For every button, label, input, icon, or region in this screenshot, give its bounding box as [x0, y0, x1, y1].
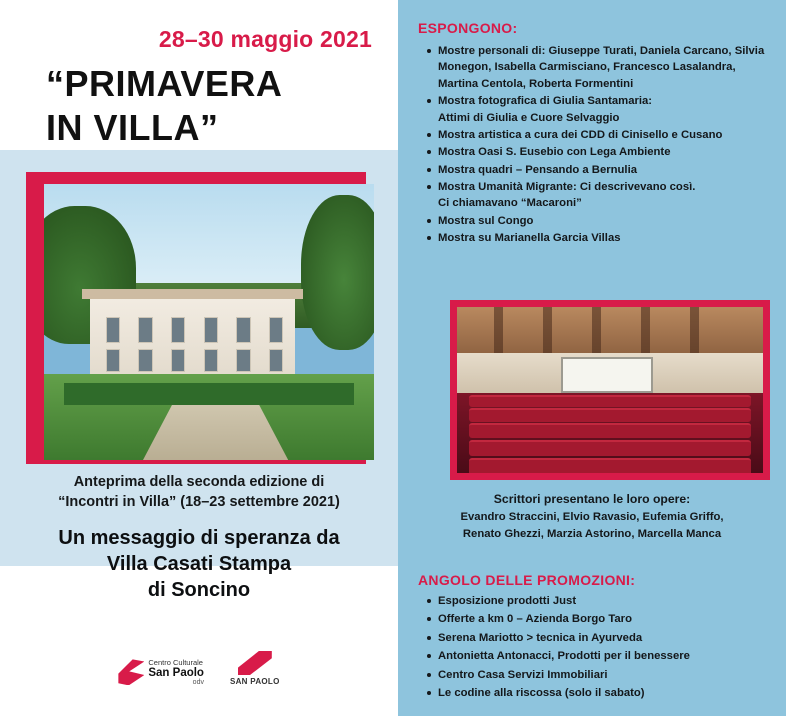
list-item-text: Mostre personali di: Giuseppe Turati, Daniela Carcano, Silvia Monegon, Isabella Carmisciano, Francesco Lasalandra, Martina Centola, Roberta Formentini	[438, 45, 765, 90]
list-item-text: Le codine alla riscossa (solo il sabato)	[438, 686, 645, 699]
message-line-1: Un messaggio di speranza da	[58, 526, 340, 549]
right-panel	[398, 0, 786, 716]
list-item-text: Mostra fotografica di Giulia Santamaria:	[438, 95, 653, 108]
exhibitors-list	[426, 43, 768, 247]
list-item-text: Mostra artistica a cura dei CDD di Cinisello e Cusano	[438, 128, 723, 141]
logo-ccsp-line-3: odv	[192, 678, 204, 686]
writers-title: Scrittori presentano le loro opere:	[493, 492, 691, 506]
writers-block	[416, 492, 768, 543]
photo-hedge	[64, 383, 354, 405]
list-item-continuation: Attimi di Giulia e Cuore Selvaggio	[438, 111, 620, 124]
promotions-block	[416, 566, 772, 703]
list-item	[426, 179, 768, 212]
logo-ccsp-line-1: Centro Culturale	[148, 657, 203, 667]
list-item-continuation: Ci chiamavano “Macaroni”	[438, 197, 582, 210]
logo-ccsp-line-2: San Paolo	[148, 666, 204, 679]
message-line-2: Villa Casati Stampa	[106, 552, 292, 575]
list-item-text: Mostra Umanità Migrante: Ci descrivevano così.	[438, 181, 696, 193]
subtitle-line-2: “Incontri in Villa” (18–23 settembre 2021)	[58, 494, 340, 511]
list-item	[426, 667, 772, 683]
list-item	[426, 43, 768, 92]
photo-villa-building	[90, 294, 295, 377]
title-line-1: “PRIMAVERA	[46, 63, 283, 104]
exhibitors-heading: ESPONGONO:	[418, 20, 518, 36]
list-item	[426, 213, 768, 229]
villa-photo	[44, 184, 374, 460]
villa-photo-frame	[26, 172, 366, 464]
list-item	[426, 611, 772, 627]
hall-ceiling	[457, 307, 763, 357]
promotions-list	[426, 593, 772, 701]
auditorium-photo	[457, 307, 763, 473]
logo-row	[0, 651, 398, 686]
photo-tree-right	[301, 195, 374, 350]
list-item	[426, 685, 772, 701]
list-item-text: Mostra quadri – Pensando a Bernulia	[438, 163, 637, 176]
event-date: 28–30 maggio 2021	[158, 26, 372, 52]
list-item	[426, 593, 772, 609]
list-item	[426, 648, 772, 664]
list-item-text: Serena Mariotto > tecnica in Ayurveda	[438, 631, 643, 644]
writers-names-line-1: Evandro Straccini, Elvio Ravasio, Eufemia Griffo,	[460, 511, 724, 523]
list-item	[426, 630, 772, 646]
list-item	[426, 93, 768, 126]
list-item-text: Offerte a km 0 – Azienda Borgo Taro	[438, 613, 632, 626]
logo-centro-culturale-san-paolo	[118, 659, 204, 686]
list-item	[426, 162, 768, 178]
page-title	[46, 62, 282, 150]
logo-san-paolo	[230, 651, 280, 686]
san-paolo-mark-icon	[238, 651, 272, 675]
list-item-text: Mostra Oasi S. Eusebio con Lega Ambiente	[438, 146, 671, 159]
subtitle-line-1: Anteprima della seconda edizione di	[73, 474, 325, 490]
list-item-text: Mostra sul Congo	[438, 214, 534, 227]
list-item-text: Esposizione prodotti Just	[438, 595, 577, 607]
promotions-heading: ANGOLO DELLE PROMOZIONI:	[418, 572, 636, 588]
title-line-2: IN VILLA”	[46, 106, 219, 148]
list-item-text: Mostra su Marianella Garcia Villas	[438, 232, 621, 245]
subtitle-block	[0, 472, 398, 604]
writers-names-line-2: Renato Ghezzi, Marzia Astorino, Marcella Manca	[462, 527, 722, 540]
list-item	[426, 127, 768, 143]
list-item	[426, 230, 768, 246]
swoosh-icon	[118, 659, 144, 685]
list-item	[426, 144, 768, 160]
list-item-text: Centro Casa Servizi Immobiliari	[438, 668, 608, 681]
right-content	[398, 0, 786, 716]
message-line-3: di Soncino	[147, 579, 251, 602]
list-item-text: Antonietta Antonacci, Prodotti per il benessere	[438, 650, 690, 663]
auditorium-photo-frame	[450, 300, 770, 480]
hall-projection-screen	[561, 357, 653, 394]
logo-san-paolo-label: SAN PAOLO	[229, 677, 280, 686]
